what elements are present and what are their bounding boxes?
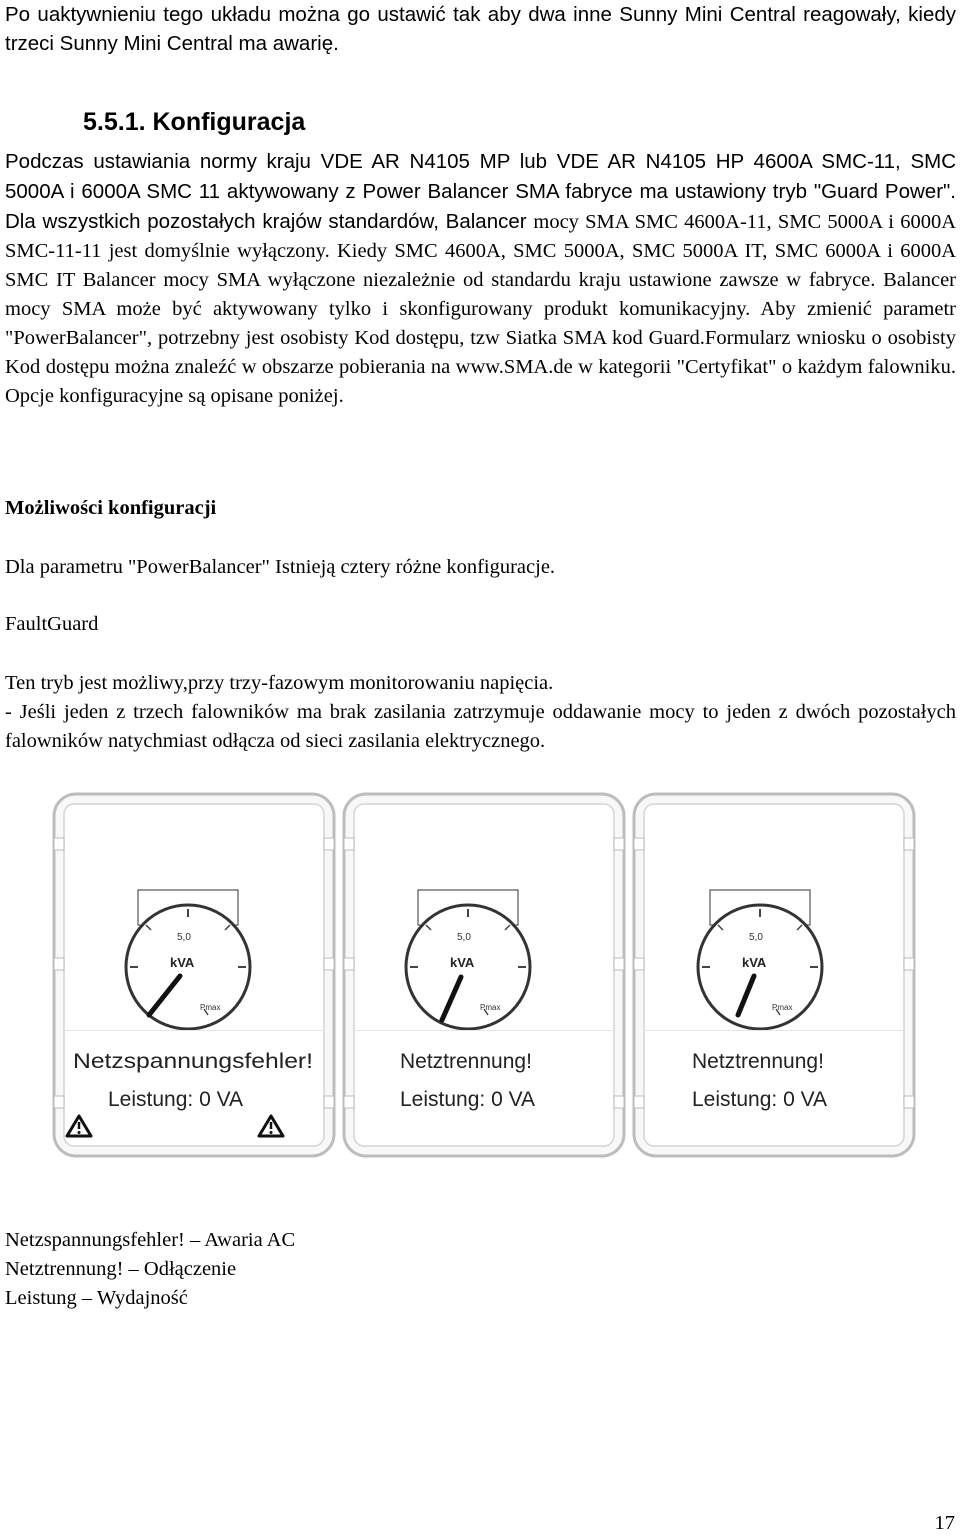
inverter-display-1 [50,790,340,1160]
inverter-display-3-graphic [630,790,920,1160]
display-power: Leistung: 0 VA [108,1088,244,1111]
configuration-paragraph-part2: mocy SMA SMC 4600A-11, SMC 5000A i 6000A SMC-11-11 jest domyślnie wyłączony. Kiedy SMC 4600A, SMC 5000A, SMC 5000A IT, SMC 6000A i 6000A SMC IT Balancer mocy SMA wyłączone niezależnie od standardu kraju ustawione zawsze w fabryce. Balancer mocy SMA może być aktywowany tylko i skonfigurowany produkt komunikacyjny. Aby zmienić parametr "PowerBalancer", potrzebny jest osobisty Kod dostępu, tzw Siatka SMA kod Guard.Formularz wniosku o osobisty Kod dostępu można znaleźć w obszarze pobierania na www.SMA.de w kategorii "Certyfikat" o każdym falowniku. Opcje konfiguracyjne są opisane poniżej. [5,211,956,407]
options-heading: Możliwości konfiguracji [5,497,217,519]
configuration-paragraph-part1: Podczas ustawiania normy kraju VDE AR N4105 MP lub VDE AR N4105 HP 4600A SMC-11, SMC 5000A i 6000A SMC 11 aktywowany z Power Balancer SMA fabryce ma ustawiony tryb "Guard Power". Dla wszystkich pozostałych krajów standardów, Balancer [5,150,956,233]
scale-top-label: 5,0 [749,932,763,943]
configuration-paragraph [5,147,956,411]
unit-label: kVA [742,955,767,970]
mode-description-line1: Ten tryb jest możliwy,przy trzy-fazowym monitorowaniu napięcia. [5,672,554,694]
scale-top-label: 5,0 [457,932,471,943]
mode-description-line2: - Jeśli jeden z trzech falowników ma brak zasilania zatrzymuje oddawanie mocy to jeden z dwóch pozostałych falowników natychmiast odłącza od sieci zasilania elektrycznego. [5,701,956,752]
inverter-display-3 [630,790,920,1160]
page-number: 17 [934,1512,955,1534]
display-power: Leistung: 0 VA [400,1088,536,1111]
display-message: Netztrennung! [692,1050,824,1073]
glossary-item-3: Leistung – Wydajność [5,1287,188,1309]
inverter-display-1-graphic [50,790,340,1160]
glossary-item-1: Netzspannungsfehler! – Awaria AC [5,1229,296,1251]
pmax-label: Pmax [200,1003,221,1012]
intro-paragraph: Po uaktywnieniu tego układu można go ustawić tak aby dwa inne Sunny Mini Central reagowały, kiedy trzeci Sunny Mini Central ma awarię. [5,3,956,55]
display-power: Leistung: 0 VA [692,1088,828,1111]
inverter-display-2 [340,790,630,1160]
unit-label: kVA [170,955,195,970]
display-message: Netzspannungsfehler! [73,1050,313,1073]
scale-top-label: 5,0 [177,932,191,943]
options-text: Dla parametru "PowerBalancer" Istnieją cztery różne konfiguracje. [5,556,556,578]
pmax-label: Pmax [480,1003,501,1012]
unit-label: kVA [450,955,475,970]
section-heading: 5.5.1. Konfiguracja [83,108,306,136]
display-message: Netztrennung! [400,1050,532,1073]
pmax-label: Pmax [772,1003,793,1012]
inverter-display-2-graphic [340,790,630,1160]
mode-name: FaultGuard [5,613,99,635]
glossary-item-2: Netztrennung! – Odłączenie [5,1258,237,1280]
